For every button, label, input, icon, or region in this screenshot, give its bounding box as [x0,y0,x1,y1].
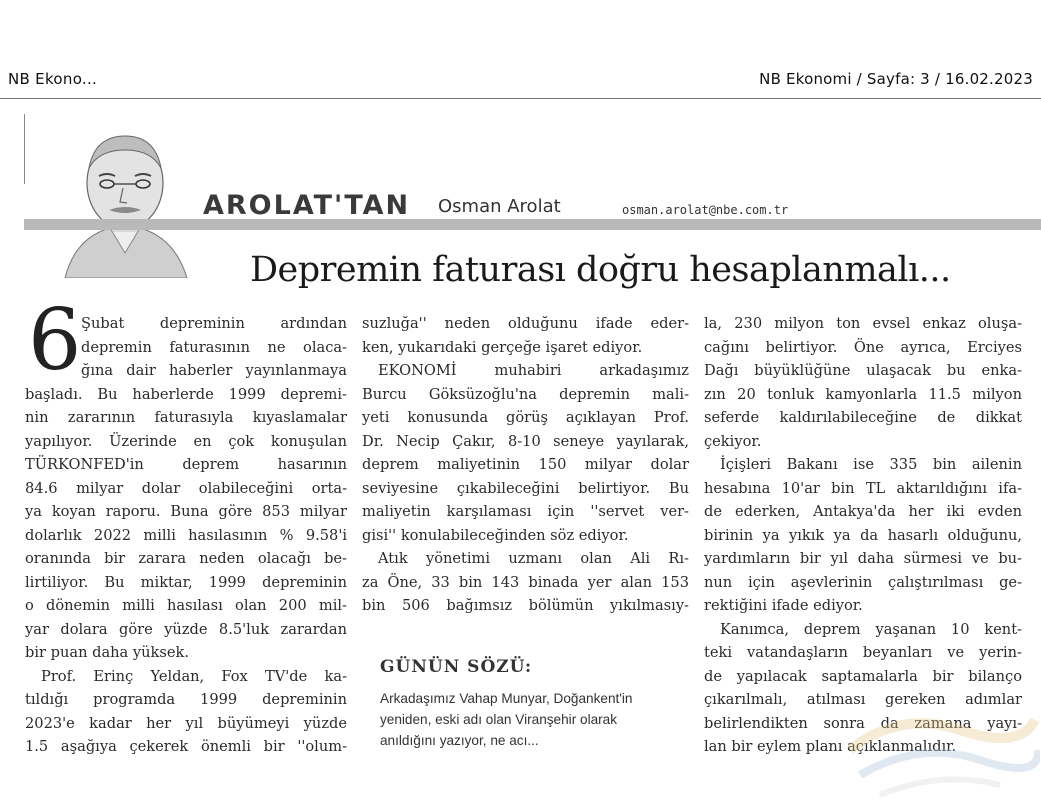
text-line: Dr. Necip Çakır, 8-10 seneye yayılarak, [362,432,689,450]
text-line: de yapılacak saptamalarla bir bilanço [704,667,1022,685]
text-line: o dönemin milli hasılası olan 200 mil- [25,597,347,614]
text-line: seferde kaldırılabileceğine de dikkat [704,409,1022,426]
text-line: de ederken, Antakya'da her iki evden [704,503,1022,520]
text-line: belirlendikten sonra da zamana yayı- [704,714,1022,732]
watermark-swirl-icon [840,690,1040,800]
text-line: Dağı büyüklüğüne ulaşacak bu enka- [704,362,1022,379]
text-line: cağını belirtiyor. Öne ayrıca, Erciyes [704,338,1022,356]
column-name: AROLAT'TAN [203,190,411,221]
text-line: tıldığı programda 1999 depreminin [25,691,347,708]
text-line: ğına dair haberler yayınlanmaya [81,362,347,379]
text-line: ken, yukarıdaki gerçeğe işaret ediyor. [362,338,643,356]
column-header-strip [24,219,1041,230]
text-line: depremin faturasının ne olaca- [81,338,347,356]
text-line: nun için aşevlerinin çalıştırılması ge- [704,573,1022,591]
text-line: Burcu Göksüzoğlu'na depremin mali- [362,385,689,403]
text-line: gisi'' konulabileceğinden söz ediyor. [362,526,629,544]
text-line: za Öne, 33 bin 143 binada yer alan 153 [362,573,689,591]
author-email[interactable]: osman.arolat@nbe.com.tr [622,203,789,217]
quote-line: Arkadaşımız Vahap Munyar, Doğankent'in [380,691,633,706]
text-line: hesabına 10'ar bin TL aktarıldığını ifa- [704,479,1022,497]
text-line: deprem maliyetinin 150 milyar dolar [362,456,689,473]
page-header [0,0,1041,100]
text-line: lirtiliyor. Bu miktar, 1999 depreminin [25,573,347,591]
text-line: Prof. Erinç Yeldan, Fox TV'de ka- [41,667,347,685]
text-line: bir puan daha yüksek. [25,644,189,661]
text-line: rektiğini ifade ediyor. [704,597,863,614]
quote-of-the-day-title: GÜNÜN SÖZÜ: [380,657,533,677]
text-line: yapılıyor. Üzerinde en çok konuşulan [25,432,347,450]
text-line: İçişleri Bakanı ise 335 bin ailenin [720,456,1022,473]
text-line: yar dolara göre yüzde 8.5'luk zarardan [25,620,347,638]
text-line: suzluğa'' neden olduğunu ifade eder- [362,315,689,332]
text-line: nin zararının faturasıyla kıyaslamalar [25,409,347,426]
publication-short-name: NB Ekono... [8,70,98,88]
clipping-edge-line [24,114,25,184]
text-line: çıkarılmalı, atılması gereken adımlar [704,691,1022,708]
text-line: dolarlık 2022 milli hasılasının % 9.58'i [25,526,347,544]
article-column-1 [25,312,347,759]
drop-cap: 6 [28,291,82,389]
text-line: Atık yönetimi uzmanı olan Ali Rı- [378,550,689,567]
text-line: ya koyan raporu. Buna göre 853 milyar [25,503,347,520]
text-line: EKONOMİ muhabiri arkadaşımız [378,362,689,379]
text-line: birinin ya yıkık ya da hasarlı olduğunu, [704,526,1022,544]
publication-page-info: NB Ekonomi / Sayfa: 3 / 16.02.2023 [759,70,1033,88]
text-line: Şubat depreminin ardından [81,315,347,332]
text-line: zın 20 tonluk kamyonlarla 11.5 milyon [704,385,1022,403]
text-line: çekiyor. [704,432,762,450]
quote-of-the-day-text [380,688,680,751]
text-line: 84.6 milyar dolar olabileceğini orta- [25,479,347,497]
article-headline: Depremin faturası doğru hesaplanmalı... [250,250,951,290]
author-name: Osman Arolat [438,196,561,217]
text-line: oranında bir zarara neden olacağı be- [25,550,347,567]
text-line: TÜRKONFED'in deprem hasarının [25,456,347,473]
text-line: yardımların bir yıl daha sürmesi ve bu- [704,550,1022,567]
quote-line: yeniden, eski adı olan Viranşehir olarak [380,712,618,727]
text-line: lan bir eylem planı açıklanmalıdır. [704,738,957,755]
text-line: teki vatandaşların beyanları ve yerin- [704,644,1022,661]
quote-line: anıldığını yazıyor, ne acı... [380,733,539,748]
text-line: la, 230 milyon ton evsel enkaz oluşa- [704,315,1022,332]
text-line: 2023'e kadar her yıl büyümeyi yüzde [25,714,347,732]
author-portrait [55,128,195,278]
text-line: yeti konusunda görüş açıklayan Prof. [362,409,689,426]
text-line: başladı. Bu haberlerde 1999 depremi- [25,385,347,403]
header-divider [0,98,1041,99]
text-line: 1.5 aşağıya çekerek önemli bir ''olum- [25,738,347,755]
text-line: maliyetin karşılaması için ''servet ver- [362,503,689,520]
article-column-2 [362,312,689,618]
text-line: Kanımca, deprem yaşanan 10 kent- [720,620,1022,638]
text-line: bin 506 bağımsız bölümün yıkılmasıy- [362,597,689,614]
text-line: seviyesine çıkabileceğini belirtiyor. Bu [362,479,689,497]
